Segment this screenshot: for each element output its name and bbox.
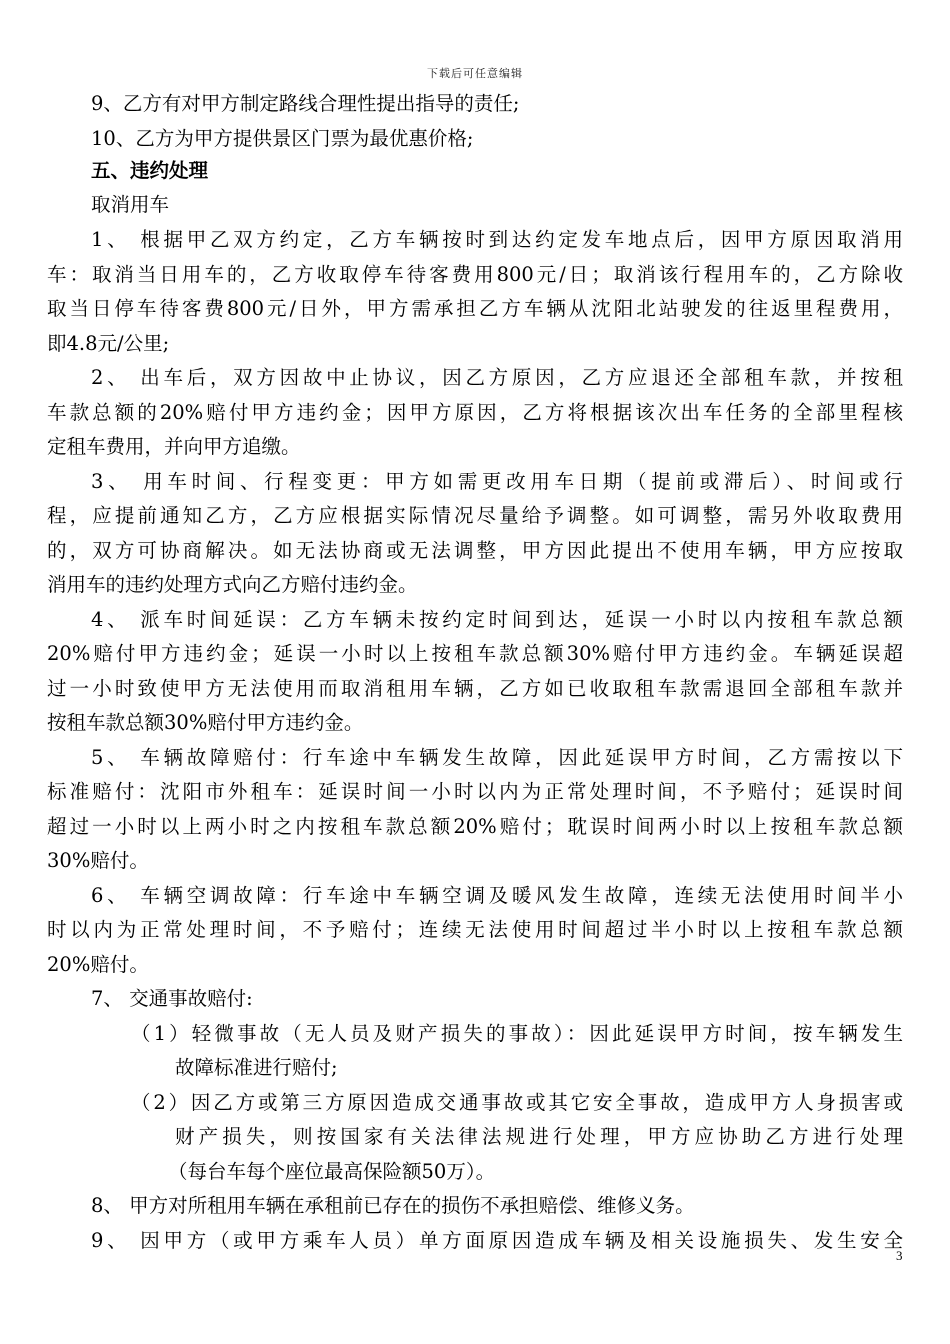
paragraph-6-line: 时以内为正常处理时间，不予赔付；连续无法使用时间超过半小时以上按租车款总额 bbox=[47, 918, 903, 941]
paragraph-6-line: 20%赔付。 bbox=[47, 953, 149, 976]
clause-9-responsibility: 9、乙方有对甲方制定路线合理性提出指导的责任; bbox=[91, 92, 520, 115]
paragraph-1-line: 1、 根据甲乙双方约定，乙方车辆按时到达约定发车地点后，因甲方原因取消用 bbox=[91, 228, 903, 251]
page-header: 下载后可任意编辑 bbox=[427, 67, 523, 80]
paragraph-4-line: 过一小时致使甲方无法使用而取消租用车辆，乙方如已收取租车款需退回全部租车款并 bbox=[47, 677, 903, 700]
paragraph-4-line: 20%赔付甲方违约金；延误一小时以上按租车款总额30%赔付甲方违约金。车辆延误超 bbox=[47, 642, 903, 665]
subclause-2-line: （每台车每个座位最高保险额50万）。 bbox=[168, 1160, 496, 1183]
paragraph-1-line: 取当日停车待客费800元/日外，甲方需承担乙方车辆从沈阳北站驶发的往返里程费用， bbox=[47, 297, 903, 320]
paragraph-2-line: 定租车费用，并向甲方追缴。 bbox=[47, 435, 301, 458]
clause-10-tickets: 10、乙方为甲方提供景区门票为最优惠价格; bbox=[91, 127, 474, 150]
paragraph-3-line: 3、 用车时间、行程变更：甲方如需更改用车日期（提前或滞后）、时间或行 bbox=[91, 470, 903, 493]
paragraph-3-line: 程，应提前通知乙方，乙方应根据实际情况尽量给予调整。如可调整，需另外收取费用 bbox=[47, 504, 903, 527]
paragraph-5-line: 5、 车辆故障赔付：行车途中车辆发生故障，因此延误甲方时间，乙方需按以下 bbox=[91, 746, 903, 769]
paragraph-5-line: 超过一小时以上两小时之内按租车款总额20%赔付；耽误时间两小时以上按租车款总额 bbox=[47, 815, 903, 838]
paragraph-6-line: 6、 车辆空调故障：行车途中车辆空调及暖风发生故障，连续无法使用时间半小 bbox=[91, 884, 903, 907]
subclause-1-line: 故障标准进行赔付; bbox=[175, 1056, 338, 1079]
paragraph-5-line: 标准赔付：沈阳市外租车：延误时间一小时以内为正常处理时间，不予赔付；延误时间 bbox=[47, 780, 903, 803]
paragraph-3-line: 消用车的违约处理方式向乙方赔付违约金。 bbox=[47, 573, 418, 596]
paragraph-8-line: 8、 甲方对所租用车辆在承租前已存在的损伤不承担赔偿、维修义务。 bbox=[91, 1194, 695, 1217]
subclause-1-line: （1）轻微事故（无人员及财产损失的事故）：因此延误甲方时间，按车辆发生 bbox=[131, 1022, 903, 1045]
page-number: 3 bbox=[896, 1248, 903, 1263]
paragraph-3-line: 的，双方可协商解决。如无法协商或无法调整，甲方因此提出不使用车辆，甲方应按取 bbox=[47, 539, 903, 562]
section-heading: 五、违约处理 bbox=[91, 159, 209, 182]
paragraph-4-line: 4、 派车时间延误：乙方车辆未按约定时间到达，延误一小时以内按租车款总额 bbox=[91, 608, 903, 631]
paragraph-5-line: 30%赔付。 bbox=[47, 849, 149, 872]
paragraph-1-line: 车：取消当日用车的，乙方收取停车待客费用800元/日；取消该行程用车的，乙方除收 bbox=[47, 263, 903, 286]
paragraph-7-line: 7、 交通事故赔付: bbox=[91, 987, 253, 1010]
subclause-2-line: （2）因乙方或第三方原因造成交通事故或其它安全事故，造成甲方人身损害或 bbox=[131, 1091, 903, 1114]
paragraph-2-line: 2、 出车后，双方因故中止协议，因乙方原因，乙方应退还全部租车款，并按租 bbox=[91, 366, 903, 389]
paragraph-1-line: 即4.8元/公里; bbox=[47, 332, 170, 355]
paragraph-2-line: 车款总额的20%赔付甲方违约金；因甲方原因，乙方将根据该次出车任务的全部里程核 bbox=[47, 401, 903, 424]
subheading-cancel: 取消用车 bbox=[91, 193, 170, 216]
subclause-2-line: 财产损失，则按国家有关法律法规进行处理，甲方应协助乙方进行处理 bbox=[175, 1125, 903, 1148]
paragraph-4-line: 按租车款总额30%赔付甲方违约金。 bbox=[47, 711, 364, 734]
paragraph-9-line: 9、 因甲方（或甲方乘车人员）单方面原因造成车辆及相关设施损失、发生安全 bbox=[91, 1229, 903, 1252]
